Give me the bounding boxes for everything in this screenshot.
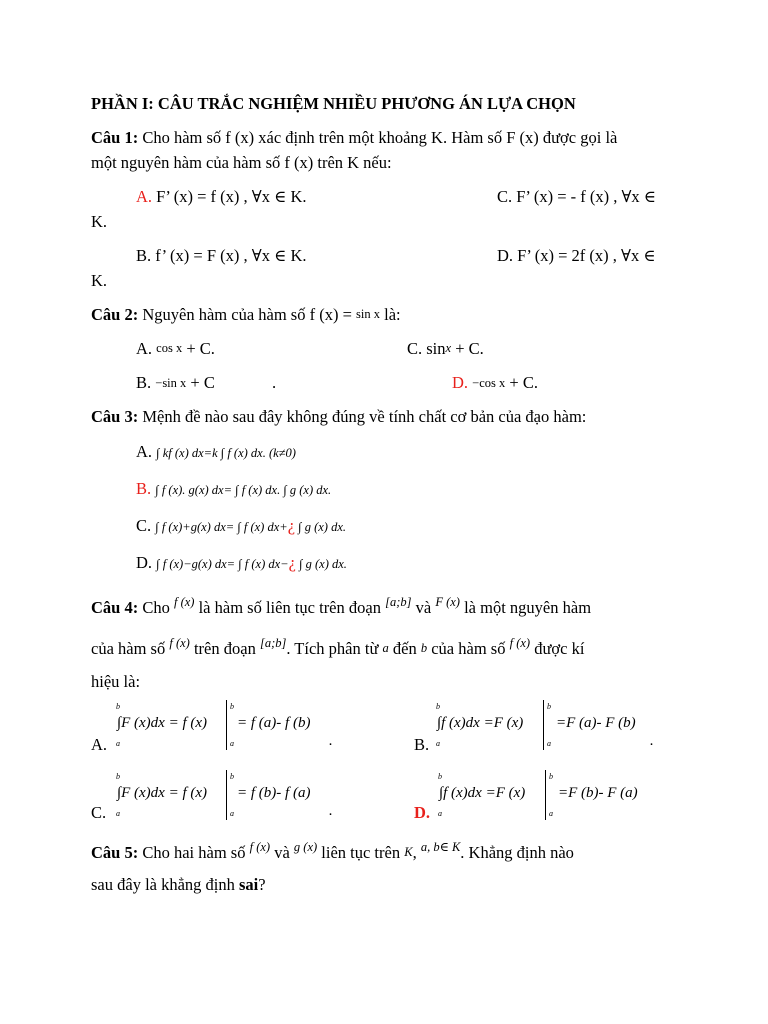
- question-1-line-2: một nguyên hàm của hàm số f (x) trên K nếu:: [91, 153, 392, 172]
- bar-lower: a: [230, 739, 234, 748]
- option-c-pre: C. sin: [407, 339, 446, 358]
- bar-lower: a: [230, 809, 234, 818]
- question-4-line-1: [91, 595, 592, 617]
- option-c-post: + C.: [451, 339, 484, 358]
- trailing-dot: .: [650, 733, 654, 749]
- question-5-line-2: [91, 877, 266, 894]
- question-1-line-1: [91, 130, 617, 147]
- q4-fx: f (x): [173, 595, 195, 609]
- integral-expression: ∫f (x)dx =F (x): [437, 715, 524, 731]
- q5-text-1: Cho hai hàm số: [142, 843, 246, 862]
- q5-abK: a, b∈ K: [420, 840, 461, 854]
- integral-expression: ∫F (x)dx = f (x): [117, 785, 208, 801]
- question-1-option-b: B. f’ (x) = F (x) , ∀x ∈ K.: [136, 246, 307, 265]
- q4-option-d-letter: D.: [414, 803, 431, 822]
- result-expression: = f (a)- f (b): [237, 715, 311, 731]
- q5-gx: g (x): [293, 840, 318, 854]
- option-b-letter: B.: [136, 479, 152, 498]
- option-d-letter: D.: [136, 553, 153, 572]
- question-3-option-a: [136, 444, 296, 461]
- lower-limit: a: [436, 739, 440, 748]
- option-c-math: x: [445, 341, 452, 355]
- q4-b: b: [420, 641, 428, 655]
- evaluation-bar: [545, 770, 546, 820]
- question-2-text-pre: Nguyên hàm của hàm số f (x) =: [142, 305, 357, 324]
- q4-l2-ab: [a;b]: [259, 636, 287, 650]
- lower-limit: a: [116, 809, 120, 818]
- bar-upper: b: [230, 772, 234, 781]
- q5-fx: f (x): [249, 840, 271, 854]
- question-2-option-b: [136, 375, 215, 392]
- q4-l2-b: trên đoạn: [193, 639, 256, 658]
- q4-option-b-letter: B.: [414, 735, 430, 754]
- bar-upper: b: [547, 702, 551, 711]
- q4-l1-end: là một nguyên hàm: [464, 598, 592, 617]
- evaluation-bar: [226, 700, 227, 750]
- option-d-math: −cos x: [472, 376, 506, 390]
- question-1-option-c: C. F’ (x) = - f (x) , ∀x ∈: [497, 187, 657, 206]
- q4-option-a-letter: A.: [91, 735, 108, 754]
- bar-upper: b: [549, 772, 553, 781]
- q4-ab: [a;b]: [385, 595, 412, 609]
- question-4-label: Câu 4:: [91, 598, 139, 617]
- upper-limit: b: [116, 772, 120, 781]
- bar-lower: a: [549, 809, 553, 818]
- question-3-option-b: [136, 481, 331, 498]
- question-5-label: Câu 5:: [91, 843, 139, 862]
- q5-va: và: [274, 843, 290, 862]
- q4-option-b-formula: [433, 700, 673, 752]
- option-a-formula: ∫ kf (x) dx=k ∫ f (x) dx. (k≠0): [156, 446, 296, 460]
- option-c-formula-1: ∫ f (x)+g(x) dx= ∫ f (x) dx+: [155, 520, 288, 534]
- option-a-letter: A.: [136, 187, 153, 206]
- q5-question-mark: ?: [258, 875, 266, 894]
- option-c-mark: ¿: [287, 516, 296, 535]
- option-b-formula: ∫ f (x). g(x) dx= ∫ f (x) dx. ∫ g (x) dx.: [155, 483, 332, 497]
- option-c-formula-2: ∫ g (x) dx.: [295, 520, 347, 534]
- q4-option-c-letter: C.: [91, 803, 107, 822]
- question-1-option-a: [136, 189, 307, 206]
- q4-l1-mid: là hàm số liên tục trên đoạn: [198, 598, 381, 617]
- question-2-line: [91, 307, 401, 324]
- integral-expression: ∫f (x)dx =F (x): [439, 785, 526, 801]
- q4-l2-e: của hàm số: [431, 639, 506, 658]
- question-2-option-c: [407, 341, 484, 358]
- option-b-letter: B.: [136, 373, 152, 392]
- option-d-letter: D.: [452, 373, 469, 392]
- result-expression: =F (b)- F (a): [558, 785, 638, 801]
- trailing-dot: .: [329, 803, 333, 819]
- q4-l2-fx-2: f (x): [509, 636, 531, 650]
- question-2-option-a: [136, 341, 215, 358]
- lower-limit: a: [438, 809, 442, 818]
- section-title: PHẦN I: CÂU TRẮC NGHIỆM NHIỀU PHƯƠNG ÁN LỰA CHỌN: [91, 94, 576, 113]
- question-1-option-d: D. F’ (x) = 2f (x) , ∀x ∈: [497, 246, 656, 265]
- q4-va: và: [415, 598, 432, 617]
- bar-upper: b: [230, 702, 234, 711]
- q4-a: a: [382, 641, 389, 655]
- upper-limit: b: [116, 702, 120, 711]
- question-3-label: Câu 3:: [91, 407, 139, 426]
- question-5-line-1: [91, 840, 574, 862]
- question-2-option-b-dot: .: [272, 373, 277, 392]
- question-4-line-3: hiệu là:: [91, 672, 141, 691]
- option-c-letter: C.: [136, 516, 152, 535]
- question-1-option-d-wrap: K.: [91, 271, 108, 290]
- option-a-letter: A.: [136, 442, 153, 461]
- option-a-letter: A.: [136, 339, 153, 358]
- option-a-math: cos x: [156, 341, 183, 355]
- question-2-text-post: là:: [379, 305, 401, 324]
- upper-limit: b: [438, 772, 442, 781]
- question-4-line-2: [91, 636, 585, 658]
- option-b-post: + C: [186, 373, 215, 392]
- question-2-math: sin x: [356, 307, 380, 321]
- lower-limit: a: [116, 739, 120, 748]
- integral-expression: ∫F (x)dx = f (x): [117, 715, 208, 731]
- q4-l2-c: . Tích phân từ: [286, 639, 379, 658]
- q4-l2-f: được kí: [534, 639, 585, 658]
- question-3-option-d: [136, 555, 347, 572]
- option-d-formula-2: ∫ g (x) dx.: [295, 557, 347, 571]
- trailing-dot: .: [329, 733, 333, 749]
- result-expression: =F (a)- F (b): [556, 715, 636, 731]
- option-a-text: F’ (x) = f (x) , ∀x ∈ K.: [156, 187, 307, 206]
- q4-option-d-formula: [435, 770, 675, 822]
- upper-limit: b: [436, 702, 440, 711]
- question-3-line: [91, 409, 586, 426]
- q4-option-a-formula: [113, 700, 353, 752]
- bar-lower: a: [547, 739, 551, 748]
- q5-K: K: [404, 845, 413, 859]
- question-2-option-d: [452, 375, 538, 392]
- evaluation-bar: [226, 770, 227, 820]
- result-expression: = f (b)- f (a): [237, 785, 311, 801]
- question-3-option-c: [136, 518, 346, 535]
- q4-l2-fx: f (x): [169, 636, 190, 650]
- q5-sai: sai: [239, 875, 259, 894]
- q5-comma: ,: [412, 843, 417, 862]
- option-d-mark: ¿: [288, 553, 296, 572]
- q5-text-4: sau đây là khẳng định: [91, 875, 240, 894]
- option-b-math: −sin x: [155, 376, 187, 390]
- q4-Fx: F (x): [435, 595, 460, 609]
- question-1-option-c-wrap: K.: [91, 212, 108, 231]
- q4-option-c-formula: [113, 770, 353, 822]
- question-3-text: Mệnh đề nào sau đây không đúng về tính chất cơ bản của đạo hàm:: [142, 407, 587, 426]
- question-2-label: Câu 2:: [91, 305, 139, 324]
- q4-l2-a: của hàm số: [91, 639, 166, 658]
- q4-l2-d: đến: [392, 639, 417, 658]
- evaluation-bar: [543, 700, 544, 750]
- q5-text-2: liên tục trên: [321, 843, 401, 862]
- option-d-post: + C.: [505, 373, 538, 392]
- question-1-text-1: Cho hàm số f (x) xác định trên một khoảng K. Hàm số F (x) được gọi là: [142, 128, 618, 147]
- q4-cho: Cho: [142, 598, 170, 617]
- option-a-post: + C.: [182, 339, 215, 358]
- option-d-formula-1: ∫ f (x)−g(x) dx= ∫ f (x) dx−: [156, 557, 289, 571]
- q5-text-3: . Khẳng định nào: [460, 843, 574, 862]
- question-1-label: Câu 1:: [91, 128, 139, 147]
